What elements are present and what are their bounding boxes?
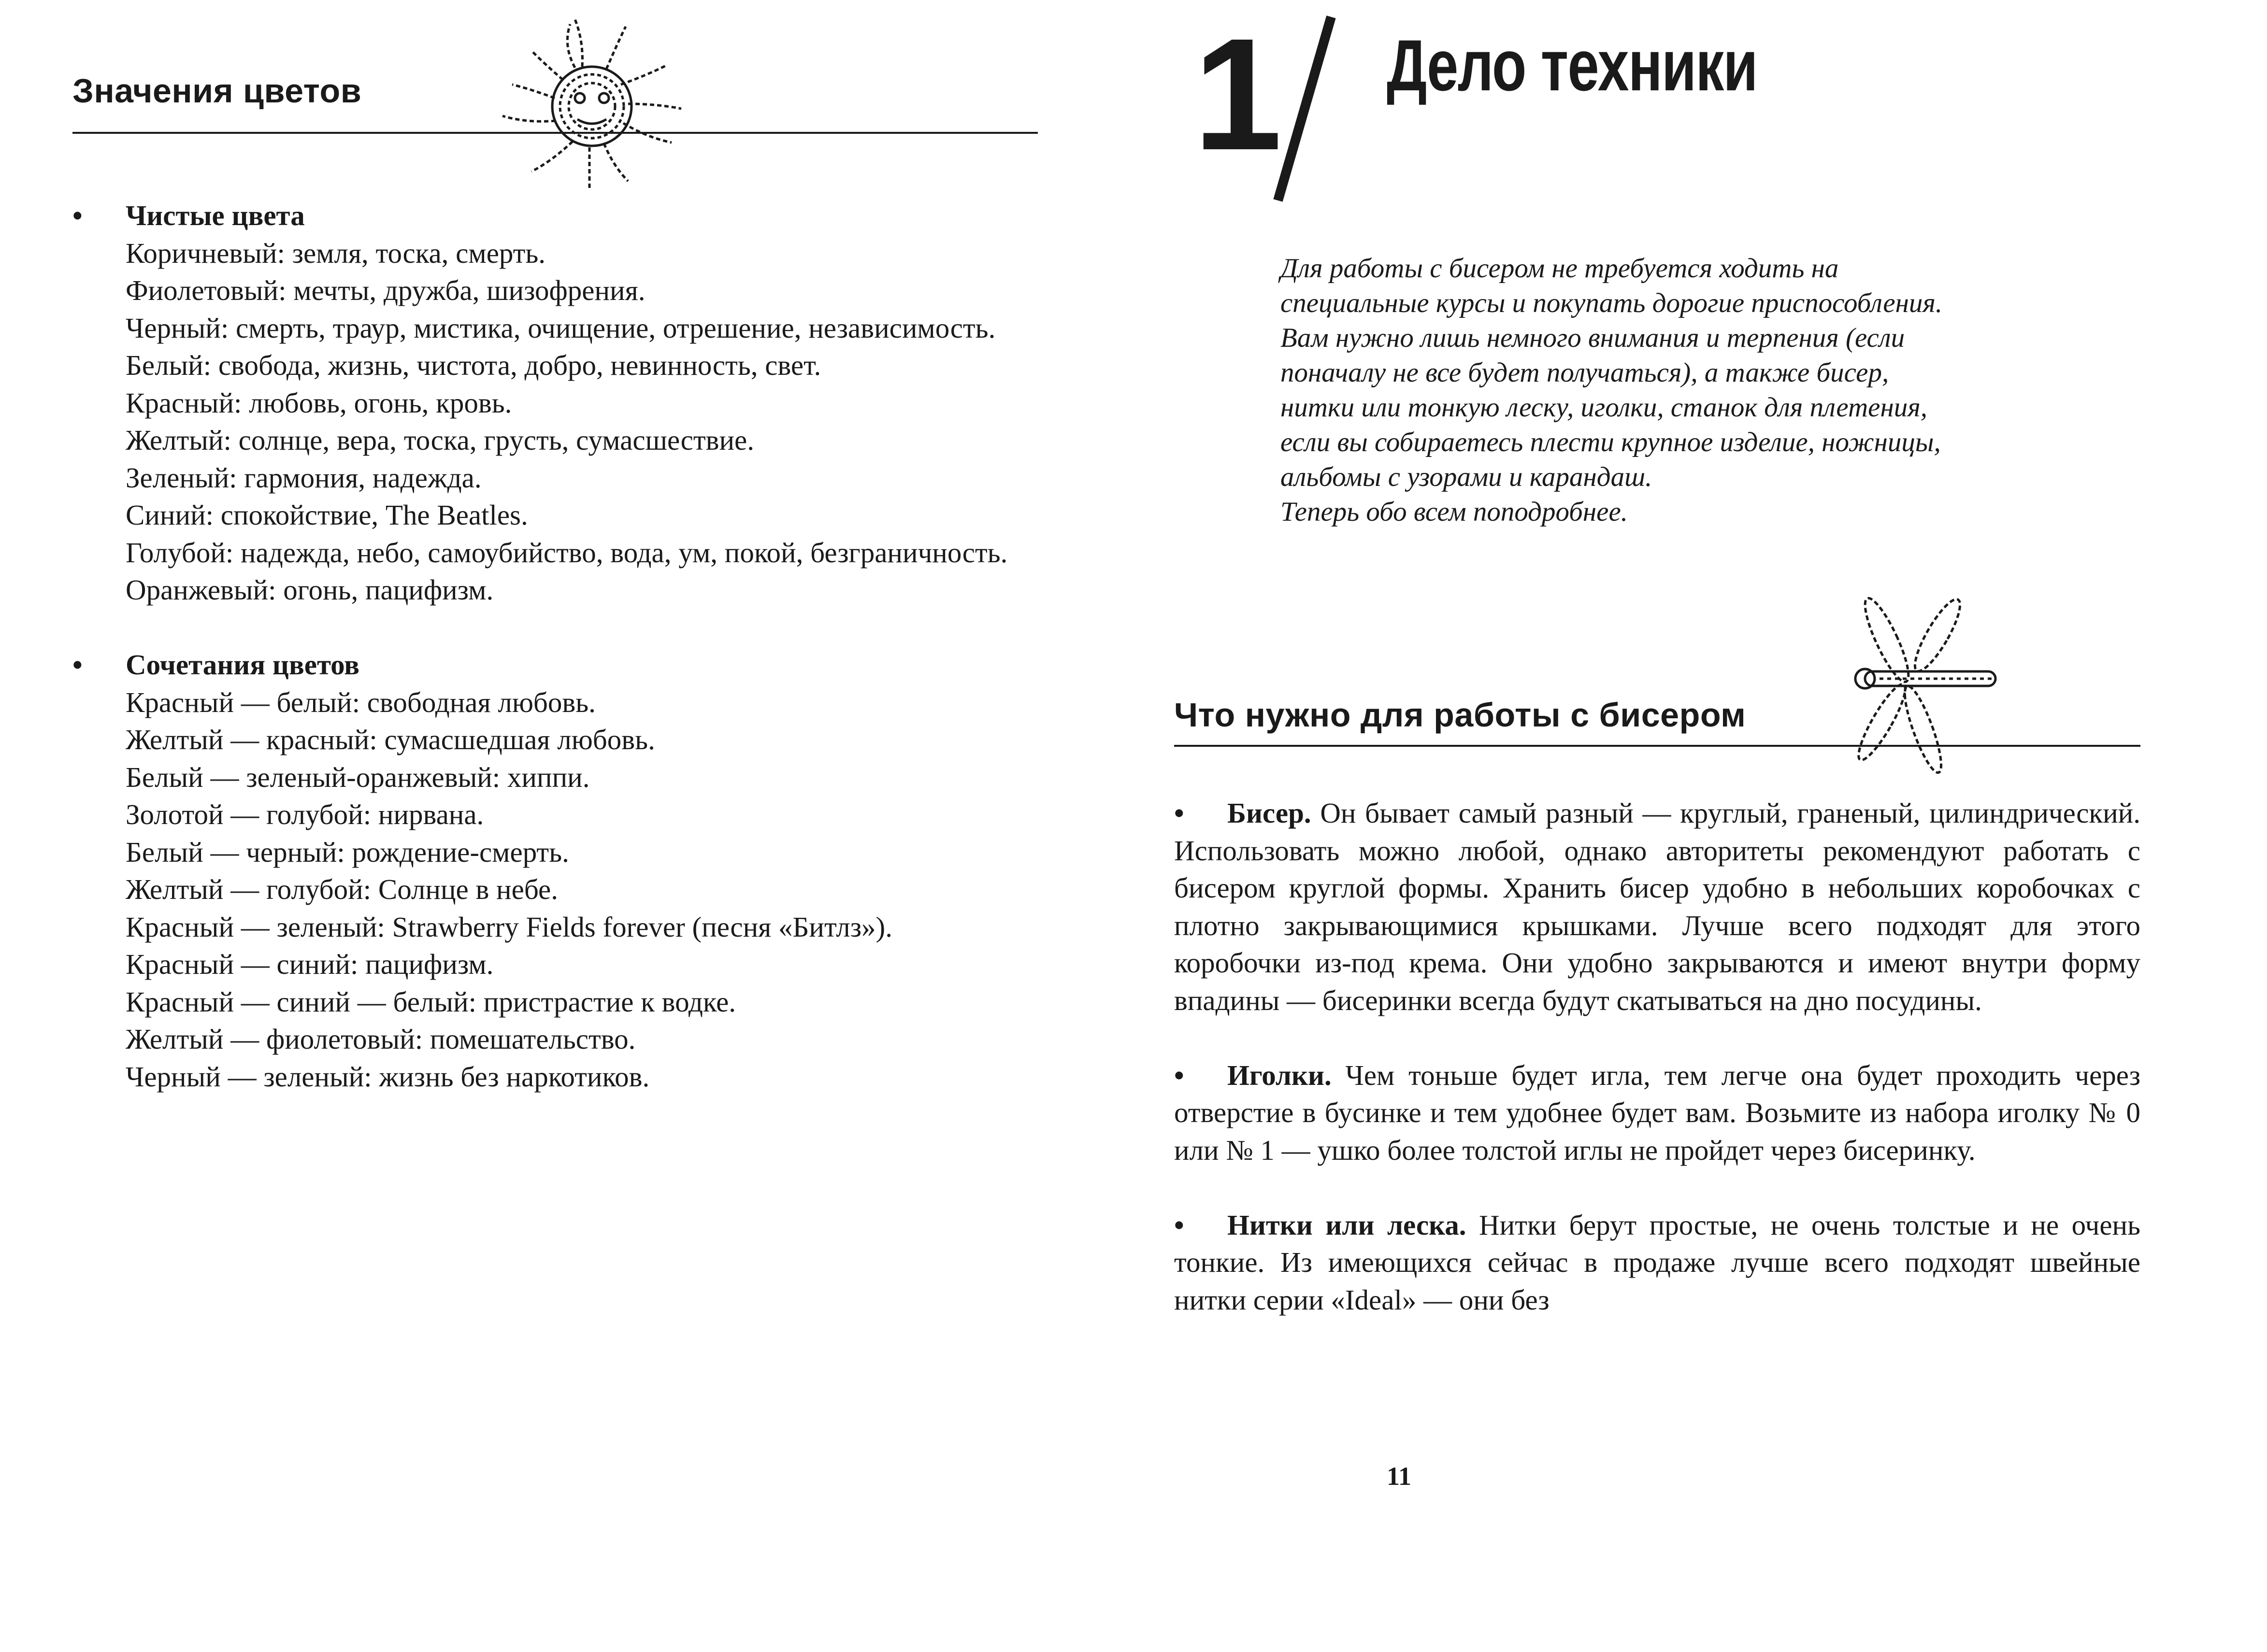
material-text: Нитки берут простые, не очень толстые и не очень тонкие. Из имеющихся сейчас в продаже лучше всего подходят швейные нитки серии «Ideal» — они без bbox=[1174, 1209, 2141, 1316]
section-heading-color-meanings: Значения цветов bbox=[72, 72, 362, 110]
color-meanings-body bbox=[72, 197, 1038, 1096]
combination-item: Белый — черный: рождение-смерть. bbox=[126, 836, 569, 868]
combination-item: Желтый — голубой: Солнце в небе. bbox=[126, 873, 558, 905]
combination-item: Желтый — фиолетовый: помешательство. bbox=[126, 1023, 636, 1055]
section-heading-materials: Что нужно для работы с бисером bbox=[1174, 696, 1746, 734]
bullet-icon: • bbox=[72, 649, 83, 681]
section-rule bbox=[1174, 745, 2140, 747]
combination-item: Красный — белый: свободная любовь. bbox=[126, 686, 596, 718]
pure-colors-heading: • Чистые цвета bbox=[72, 197, 1038, 235]
intro-line: нитки или тонкую леску, иголки, станок для плетения, bbox=[1280, 392, 1927, 423]
beaded-sun-icon bbox=[459, 12, 730, 196]
combination-item: Желтый — красный: сумасшедшая любовь. bbox=[126, 724, 655, 755]
heading-rule bbox=[72, 132, 1038, 134]
combination-item: Черный — зеленый: жизнь без наркотиков. bbox=[126, 1060, 650, 1093]
color-item: Желтый: солнце, вера, тоска, грусть, сумасшествие. bbox=[126, 424, 754, 456]
bullet-icon: • bbox=[72, 199, 83, 231]
combination-item: Белый — зеленый-оранжевый: хиппи. bbox=[126, 761, 590, 793]
color-item: Зеленый: гармония, надежда. bbox=[126, 461, 482, 494]
bullet-icon: • bbox=[1174, 1209, 1184, 1241]
chapter-slash-icon bbox=[1266, 14, 1343, 208]
material-text: Чем тоньше будет игла, тем легче она будет проходить через отверстие в бусинке и тем удобнее будет вам. Возьмите из набора иголку № 0 или № 1 — ушко более толстой иглы не пройдет через бисеринку. bbox=[1174, 1059, 2141, 1166]
combination-item: Красный — зеленый: Strawberry Fields forever (песня «Битлз»). bbox=[126, 911, 892, 943]
material-term: Нитки или леска. bbox=[1227, 1209, 1466, 1241]
color-item: Коричневый: земля, тоска, смерть. bbox=[126, 237, 546, 269]
page-number: 11 bbox=[1387, 1462, 1412, 1491]
color-item: Красный: любовь, огонь, кровь. bbox=[126, 386, 512, 419]
material-term: Бисер. bbox=[1227, 797, 1311, 829]
intro-line: Теперь обо всем поподробнее. bbox=[1280, 497, 1628, 527]
chapter-intro bbox=[1280, 251, 2145, 529]
intro-line: альбомы с узорами и карандаш. bbox=[1280, 462, 1652, 492]
color-item: Оранжевый: огонь, пацифизм. bbox=[126, 574, 494, 606]
bullet-icon: • bbox=[1174, 797, 1184, 829]
intro-line: если вы собираетесь плести крупное изделие, ножницы, bbox=[1280, 427, 1941, 457]
chapter-number: 1 bbox=[1193, 5, 1277, 183]
material-item bbox=[1174, 1207, 2140, 1319]
combination-item: Красный — синий — белый: пристрастие к водке. bbox=[126, 985, 736, 1018]
right-page bbox=[1174, 0, 2145, 1652]
beaded-dragonfly-icon bbox=[1851, 594, 2005, 778]
material-item bbox=[1174, 1057, 2140, 1169]
intro-line: поначалу не все будет получаться), а также бисер, bbox=[1280, 357, 1889, 388]
materials-body bbox=[1174, 795, 2140, 1319]
material-item bbox=[1174, 795, 2140, 1019]
bullet-icon: • bbox=[1174, 1059, 1184, 1091]
combination-item: Красный — синий: пацифизм. bbox=[126, 948, 494, 980]
intro-line: Вам нужно лишь немного внимания и терпения (если bbox=[1280, 323, 1905, 353]
left-page bbox=[72, 0, 1044, 1652]
intro-line: специальные курсы и покупать дорогие приспособления. bbox=[1280, 288, 1943, 318]
color-item: Черный: смерть, траур, мистика, очищение, отрешение, независимость. bbox=[126, 312, 996, 344]
chapter-title: Дело техники bbox=[1387, 25, 1757, 106]
color-item: Фиолетовый: мечты, дружба, шизофрения. bbox=[126, 274, 646, 306]
material-term: Иголки. bbox=[1227, 1059, 1332, 1091]
material-text: Он бывает самый разный — круглый, граненый, цилиндрический. Использовать можно любой, однако авторитеты рекомендуют работать с бисером круглой формы. Хранить бисер удобно в небольших коробочках с плотно закрывающимися крышками. Лучше всего подходят для этого коробочки из-под крема. Они удобно закрываются и имеют внутри форму впадины — бисеринки всегда будут скатываться на дно посудины. bbox=[1174, 797, 2140, 1016]
combination-item: Золотой — голубой: нирвана. bbox=[126, 798, 484, 830]
color-item: Синий: спокойствие, The Beatles. bbox=[126, 499, 528, 531]
intro-line: Для работы с бисером не требуется ходить на bbox=[1280, 253, 1839, 284]
combinations-heading: • Сочетания цветов bbox=[72, 646, 1038, 684]
color-item: Белый: свобода, жизнь, чистота, добро, невинность, свет. bbox=[126, 349, 821, 381]
color-item: Голубой: надежда, небо, самоубийство, вода, ум, покой, безграничность. bbox=[126, 536, 1008, 569]
